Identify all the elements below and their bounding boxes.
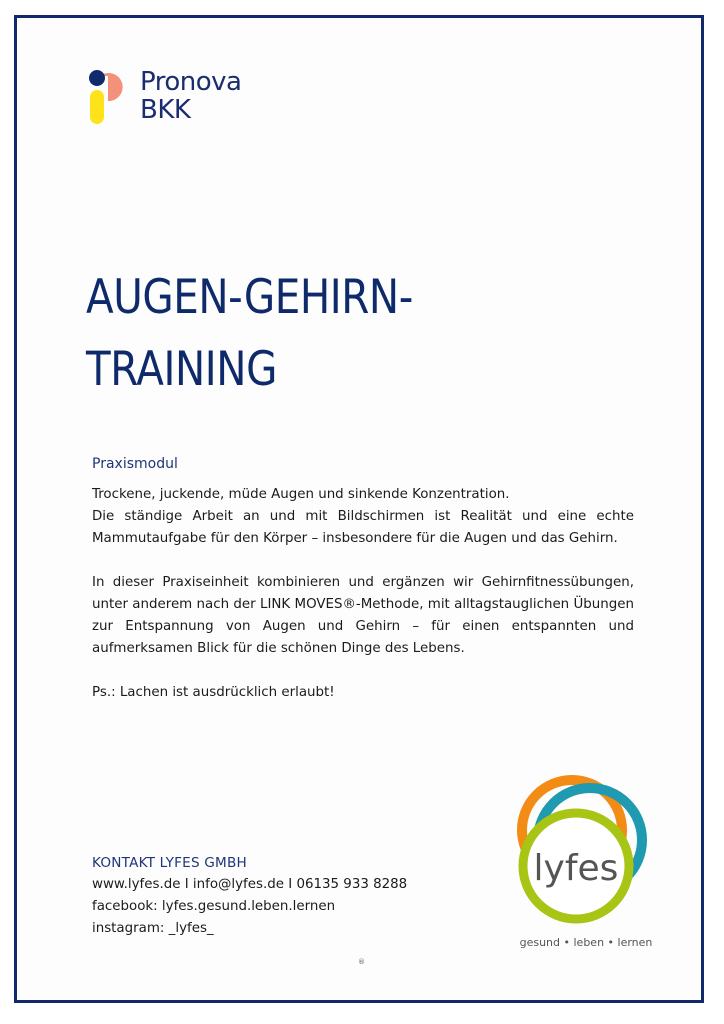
lyfes-rings-icon <box>504 770 664 936</box>
intro-paragraph: Die ständige Arbeit an und mit Bildschirmen ist Realität und eine echte Mammutaufgabe für den Körper – insbesondere für die Augen und das Gehirn. <box>92 509 634 546</box>
contact-facebook: facebook: lyfes.gesund.leben.lernen <box>92 899 336 914</box>
section-label: Praxismodul <box>92 456 178 472</box>
logo-line-2: BKK <box>140 95 191 125</box>
contact-block <box>92 852 407 940</box>
title-line-1: AUGEN-GEHIRN- <box>86 270 413 325</box>
lyfes-tagline: gesund • leben • lernen <box>519 936 653 949</box>
pronova-logo-wordmark <box>140 68 241 124</box>
logo-line-1: Pronova <box>140 67 242 97</box>
lyfes-wordmark: lyfes <box>533 848 619 889</box>
pronova-bkk-logo <box>88 68 241 124</box>
page-title <box>86 262 413 406</box>
ps-note: Ps.: Lachen ist ausdrücklich erlaubt! <box>92 685 335 700</box>
method-paragraph: In dieser Praxiseinheit kombinieren und ergänzen wir Gehirnfitnessübungen, unter anderem nach der LINK MOVES®-Methode, mit alltagstauglichen Übungen zur Entspannung von Augen und Gehirn – für einen entspannten und aufmerksamen Blick für die schönen Dinge des Lebens. <box>92 575 634 656</box>
contact-instagram: instagram: _lyfes_ <box>92 921 214 936</box>
title-line-2: TRAINING <box>86 342 277 397</box>
intro-sentence: Trockene, juckende, müde Augen und sinkende Konzentration. <box>92 487 510 502</box>
pronova-logo-mark-icon <box>88 68 128 124</box>
lyfes-logo <box>504 770 664 960</box>
registered-mark: ® <box>358 958 365 966</box>
contact-web-email-phone: www.lyfes.de I info@lyfes.de I 06135 933 8288 <box>92 877 408 892</box>
contact-heading: KONTAKT LYFES GMBH <box>92 855 247 871</box>
description-body <box>92 484 634 726</box>
